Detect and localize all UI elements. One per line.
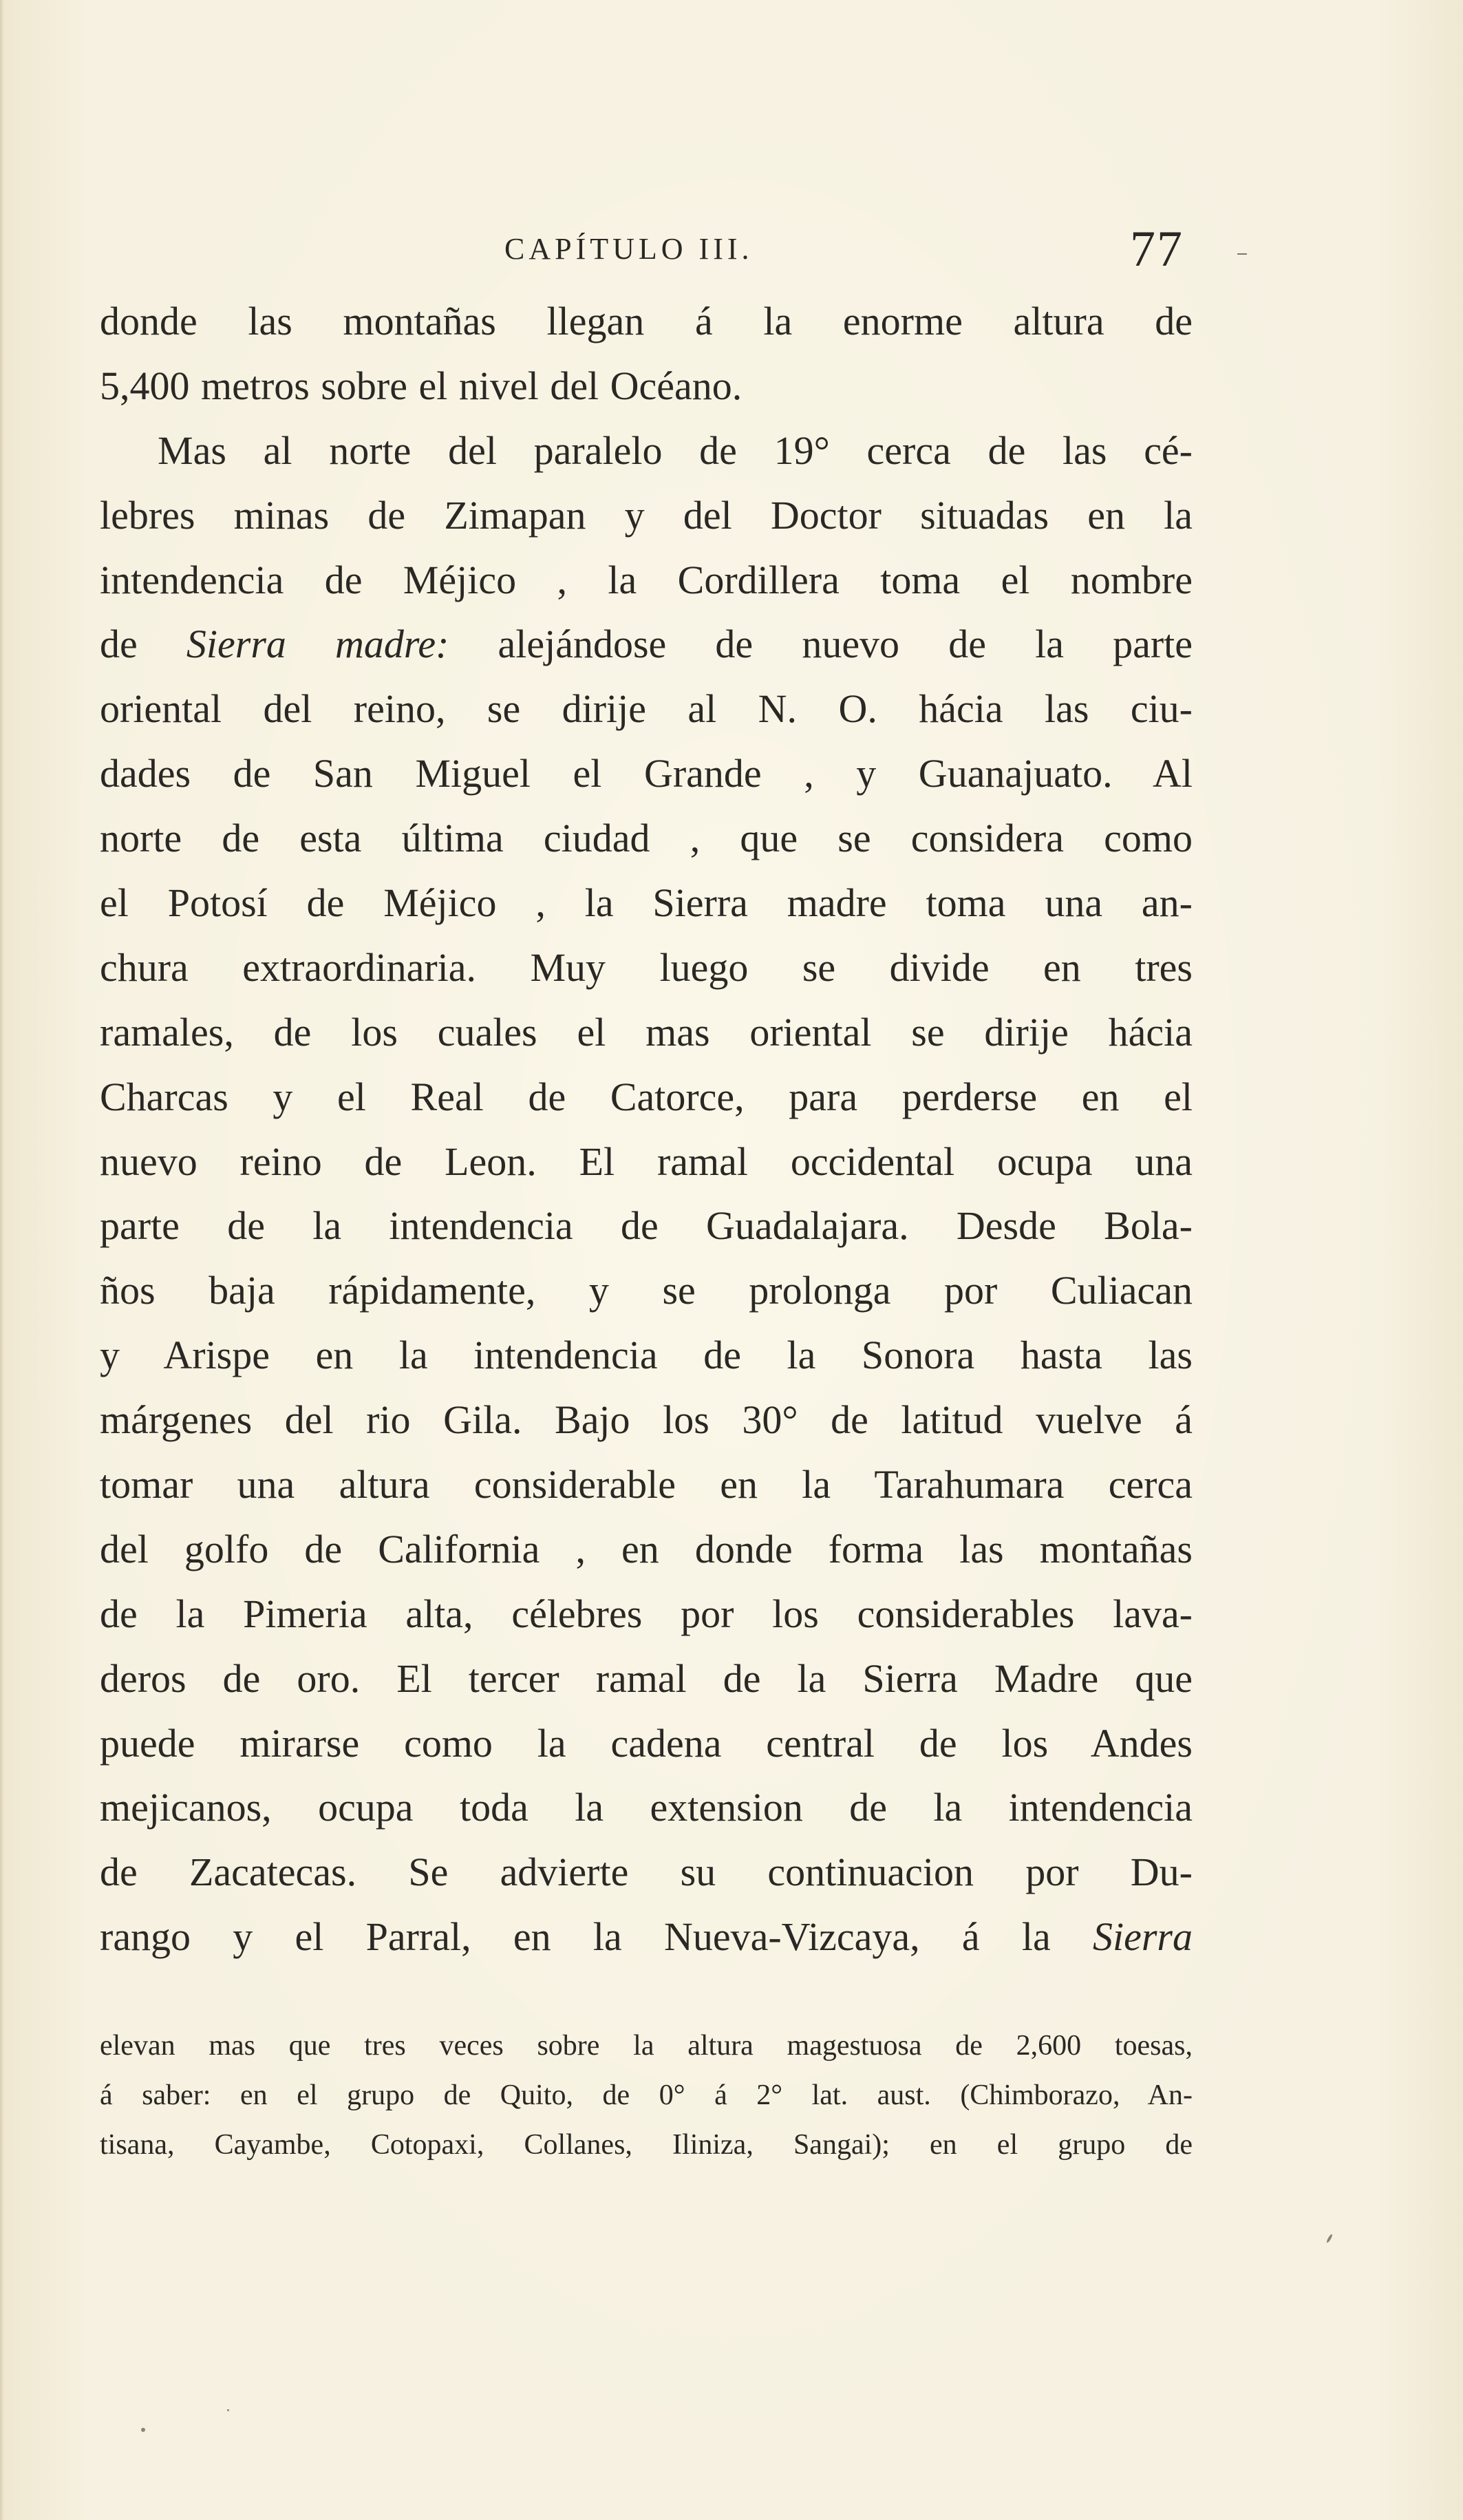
page-number: 77 <box>1130 221 1184 277</box>
text-line: Charcas y el Real de Catorce, para perderse en el <box>100 1074 1193 1119</box>
page-edge-shadow <box>0 0 4 2520</box>
margin-tick-mark <box>1237 253 1247 255</box>
text-line-with-italic: rango y el Parral, en la Nueva-Vizcaya, á la Sierra <box>100 1914 1193 1960</box>
text-line: del golfo de California , en donde forma las montañas <box>100 1526 1193 1571</box>
running-head <box>0 221 1463 282</box>
text-line: márgenes del rio Gila. Bajo los 30° de latitud vuelve á <box>100 1397 1193 1443</box>
footnote-line: elevan mas que tres veces sobre la altura magestuosa de 2,600 toesas, <box>100 2030 1193 2062</box>
text-line: oriental del reino, se dirije al N. O. hácia las ciu- <box>100 686 1193 732</box>
text-line: 5,400 metros sobre el nivel del Océano. <box>100 363 743 408</box>
text-line: ños baja rápidamente, y se prolonga por Culiacan <box>100 1268 1193 1313</box>
footnote-line: á saber: en el grupo de Quito, de 0° á 2° lat. aust. (Chimborazo, An- <box>100 2079 1193 2111</box>
text-line: norte de esta última ciudad , que se considera como <box>100 816 1193 861</box>
text-line: de la Pimeria alta, célebres por los considerables lava- <box>100 1591 1193 1636</box>
italic-term: Sierra madre: <box>186 622 449 667</box>
text-line: mejicanos, ocupa toda la extension de la intendencia <box>100 1785 1193 1830</box>
text-line: dades de San Miguel el Grande , y Guanajuato. Al <box>100 751 1193 796</box>
footnote-line: tisana, Cayambe, Cotopaxi, Collanes, Iliniza, Sangai); en el grupo de <box>100 2129 1193 2161</box>
paper-speck <box>141 2428 145 2432</box>
footnote-block <box>100 2021 1193 2170</box>
text-line: Mas al norte del paralelo de 19° cerca de las cé- <box>158 427 1193 473</box>
main-text-block <box>100 289 1193 1969</box>
text-line-with-italic: de Sierra madre: alejándose de nuevo de la parte <box>100 622 1193 667</box>
chapter-title: CAPÍTULO III. <box>504 232 754 266</box>
paper-speck <box>1326 2234 1333 2243</box>
text-line: ramales, de los cuales el mas oriental se dirije hácia <box>100 1009 1193 1055</box>
text-line: intendencia de Méjico , la Cordillera toma el nombre <box>100 557 1193 602</box>
text-line: el Potosí de Méjico , la Sierra madre toma una an- <box>100 880 1193 926</box>
text-line: donde las montañas llegan á la enorme altura de <box>100 299 1193 343</box>
text-line: chura extraordinaria. Muy luego se divide en tres <box>100 944 1193 990</box>
text-line: deros de oro. El tercer ramal de la Sierra Madre que <box>100 1655 1193 1701</box>
text-line: nuevo reino de Leon. El ramal occidental ocupa una <box>100 1139 1193 1184</box>
paper-speck <box>227 2409 229 2411</box>
text-line: y Arispe en la intendencia de la Sonora hasta las <box>100 1333 1193 1378</box>
text-line: lebres minas de Zimapan y del Doctor situadas en la <box>100 492 1193 538</box>
text-line: de Zacatecas. Se advierte su continuacion por Du- <box>100 1850 1193 1895</box>
text-line: puede mirarse como la cadena central de los Andes <box>100 1720 1193 1766</box>
text-line: tomar una altura considerable en la Tarahumara cerca <box>100 1462 1193 1507</box>
text-line: parte de la intendencia de Guadalajara. Desde Bola- <box>100 1203 1193 1249</box>
italic-term: Sierra <box>1093 1914 1193 1960</box>
